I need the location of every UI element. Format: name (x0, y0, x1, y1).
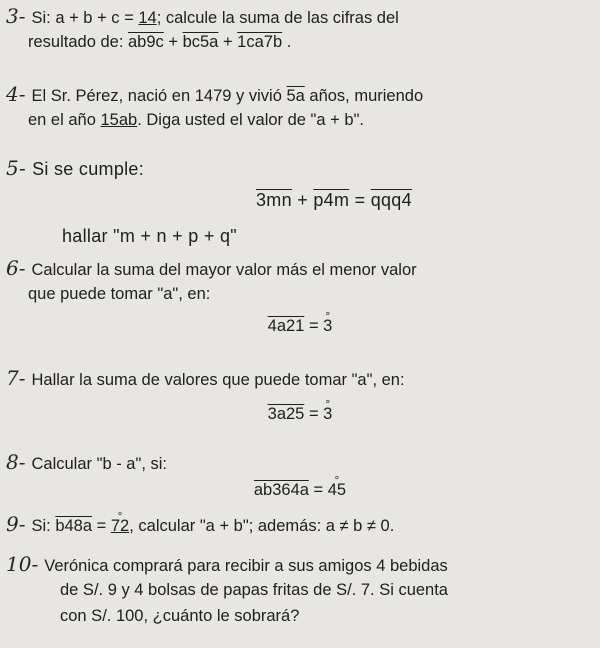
multiple-of: ° 3 (323, 404, 332, 424)
numeral-term: b48a (55, 517, 93, 535)
problem-number: 8- (6, 450, 26, 474)
numeral-term: bc5a (182, 33, 219, 51)
problem-3-line-2: resultado de: ab9c + bc5a + 1ca7b . (28, 33, 292, 51)
problem-number: 7- (6, 366, 26, 390)
numeral-term: 3mn (256, 190, 292, 210)
problem-10-line-1: 10- Verónica comprará para recibir a sus amigos 4 bebidas (6, 552, 448, 576)
problem-4-line-2: en el año 15ab. Diga usted el valor de "a + b". (28, 111, 365, 129)
problem-7-line-1: 7- Hallar la suma de valores que puede tomar "a", en: (6, 366, 405, 390)
numeral-term: qqq4 (370, 190, 412, 210)
numeral-term: 5a (286, 87, 305, 105)
problem-number: 5- (6, 156, 27, 180)
multiple-of: ° 72 (111, 516, 129, 536)
problem-number: 3- (6, 4, 26, 28)
numeral-term: ab364a (253, 481, 309, 499)
numeral-term: 3a25 (267, 405, 305, 423)
problem-8-expression: ab364a = ° 45 (0, 480, 600, 500)
numeral-term: 4a21 (267, 317, 305, 335)
problem-number: 6- (6, 256, 26, 280)
problem-10-line-2: de S/. 9 y 4 bolsas de papas fritas de S/. 7. Si cuenta (60, 581, 448, 599)
problem-4-line-1: 4- El Sr. Pérez, nació en 1479 y vivió 5a años, muriendo (6, 82, 424, 106)
numeral-term: p4m (313, 190, 350, 210)
multiple-of: ° 3 (323, 316, 332, 336)
problem-6-line-2: que puede tomar "a", en: (28, 285, 211, 303)
numeral-term: ab9c (127, 33, 164, 51)
problem-number: 10- (6, 552, 39, 576)
problem-3-line-1: 3- Si: a + b + c = 14; calcule la suma de las cifras del (6, 4, 399, 28)
problem-8-line-1: 8- Calcular "b - a", si: (6, 450, 167, 474)
multiple-of: ° 45 (328, 480, 346, 500)
problem-10-line-3: con S/. 100, ¿cuánto le sobrará? (60, 607, 300, 625)
problem-number: 4- (6, 82, 26, 106)
problem-6-line-1: 6- Calcular la suma del mayor valor más el menor valor (6, 256, 417, 280)
year-numeral: 15ab (100, 111, 138, 129)
problem-7-expression: 3a25 = ° 3 (0, 404, 600, 424)
problem-6-expression: 4a21 = ° 3 (0, 316, 600, 336)
numeral-term: 1ca7b (237, 33, 283, 51)
problem-5-equation: 3mn + p4m = qqq4 (256, 190, 412, 210)
problem-9-line-1: 9- Si: b48a = ° 72, calcular "a + b"; además: a ≠ b ≠ 0. (6, 514, 394, 536)
problem-number: 9- (6, 512, 26, 536)
problem-5-line-3: hallar "m + n + p + q" (62, 226, 237, 246)
problem-5-line-1: 5- Si se cumple: (6, 156, 145, 180)
sum-value: 14 (138, 9, 157, 27)
